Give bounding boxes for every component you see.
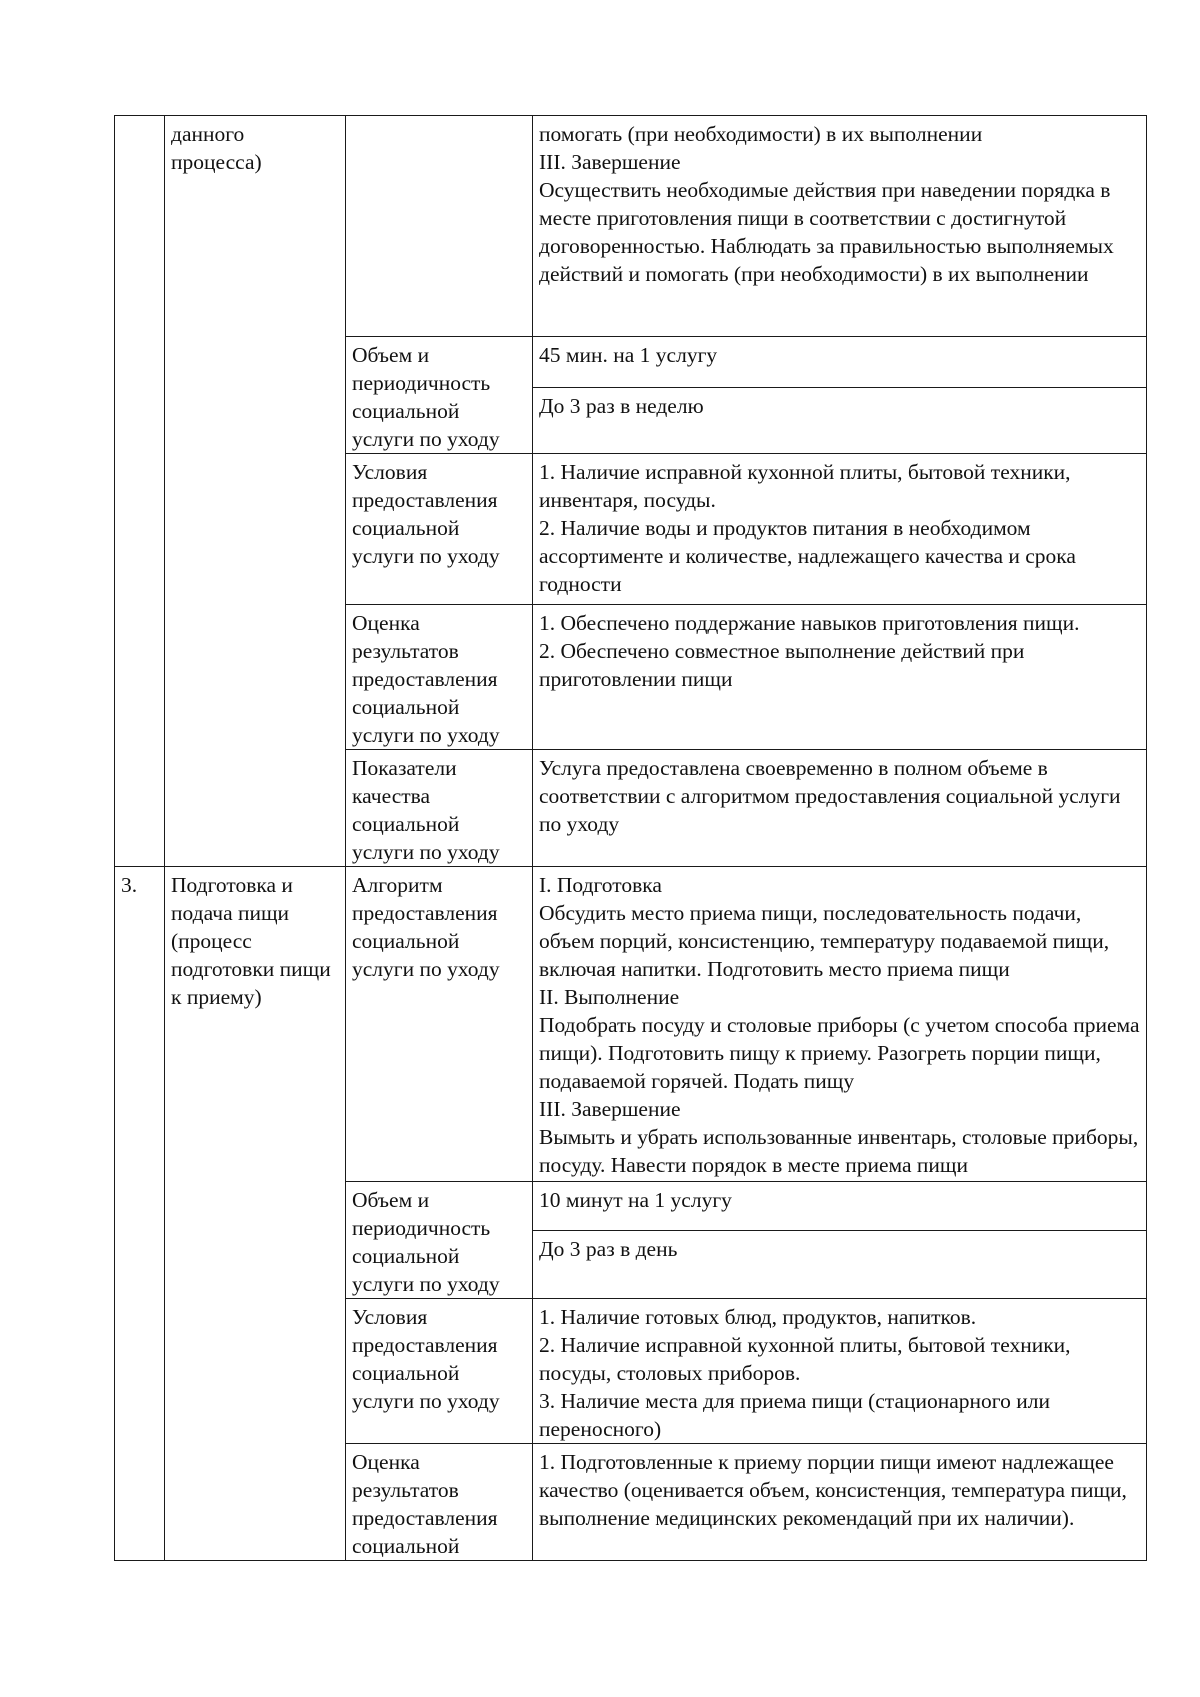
cell-number-empty (115, 116, 165, 867)
cell-algorithm-label: Алгоритм предоставления социальной услуги по уходу (346, 867, 533, 1182)
cell-conditions-value: 1. Наличие готовых блюд, продуктов, напитков. 2. Наличие исправной кухонной плиты, бытовой техники, посуды, столовых приборов. 3. Наличие места для приема пищи (стационарного или переносного) (533, 1299, 1147, 1444)
cell-evaluation-label: Оценка результатов предоставления социальной (346, 1444, 533, 1561)
cell-conditions-value: 1. Наличие исправной кухонной плиты, бытовой техники, инвентаря, посуды. 2. Наличие воды и продуктов питания в необходимом ассортименте и количестве, надлежащего качества и срока годности (533, 454, 1147, 605)
cell-period-value: До 3 раз в день (533, 1231, 1147, 1299)
cell-empty-label (346, 116, 533, 337)
cell-volume-value: 10 минут на 1 услугу (533, 1182, 1147, 1231)
cell-algorithm-text: помогать (при необходимости) в их выполнении III. Завершение Осуществить необходимые действия при наведении порядка в месте приготовления пищи в соответствии с достигнутой договоренностью. Наблюдать за правильностью выполняемых действий и помогать (при необходимости) в их выполнении (533, 116, 1147, 337)
cell-volume-label: Объем и периодичность социальной услуги по уходу (346, 1182, 533, 1299)
cell-evaluation-value: 1. Обеспечено поддержание навыков приготовления пищи. 2. Обеспечено совместное выполнение действий при приготовлении пищи (533, 605, 1147, 750)
table-row (115, 116, 1147, 337)
cell-evaluation-label: Оценка результатов предоставления социальной услуги по уходу (346, 605, 533, 750)
cell-conditions-label: Условия предоставления социальной услуги по уходу (346, 1299, 533, 1444)
cell-volume-value: 45 мин. на 1 услугу (533, 337, 1147, 388)
table-row (115, 867, 1147, 1182)
cell-algorithm-text: I. Подготовка Обсудить место приема пищи, последовательность подачи, объем порций, консистенцию, температуру подаваемой пищи, включая напитки. Подготовить место приема пищи II. Выполнение Подобрать посуду и столовые приборы (с учетом способа приема пищи). Подготовить пищу к приему. Разогреть порции пищи, подаваемой горячей. Подать пищу III. Завершение Вымыть и убрать использованные инвентарь, столовые приборы, посуду. Навести порядок в месте приема пищи (533, 867, 1147, 1182)
cell-conditions-label: Условия предоставления социальной услуги по уходу (346, 454, 533, 605)
cell-service-name: данного процесса) (165, 116, 346, 867)
services-table (114, 115, 1147, 1561)
cell-item-number: 3. (115, 867, 165, 1561)
cell-indicators-label: Показатели качества социальной услуги по уходу (346, 750, 533, 867)
cell-period-value: До 3 раз в неделю (533, 388, 1147, 454)
cell-volume-label: Объем и периодичность социальной услуги по уходу (346, 337, 533, 454)
cell-evaluation-value: 1. Подготовленные к приему порции пищи имеют надлежащее качество (оценивается объем, консистенция, температура пищи, выполнение медицинских рекомендаций при их наличии). (533, 1444, 1147, 1561)
cell-indicators-value: Услуга предоставлена своевременно в полном объеме в соответствии с алгоритмом предоставления социальной услуги по уходу (533, 750, 1147, 867)
cell-service-name: Подготовка и подача пищи (процесс подготовки пищи к приему) (165, 867, 346, 1561)
